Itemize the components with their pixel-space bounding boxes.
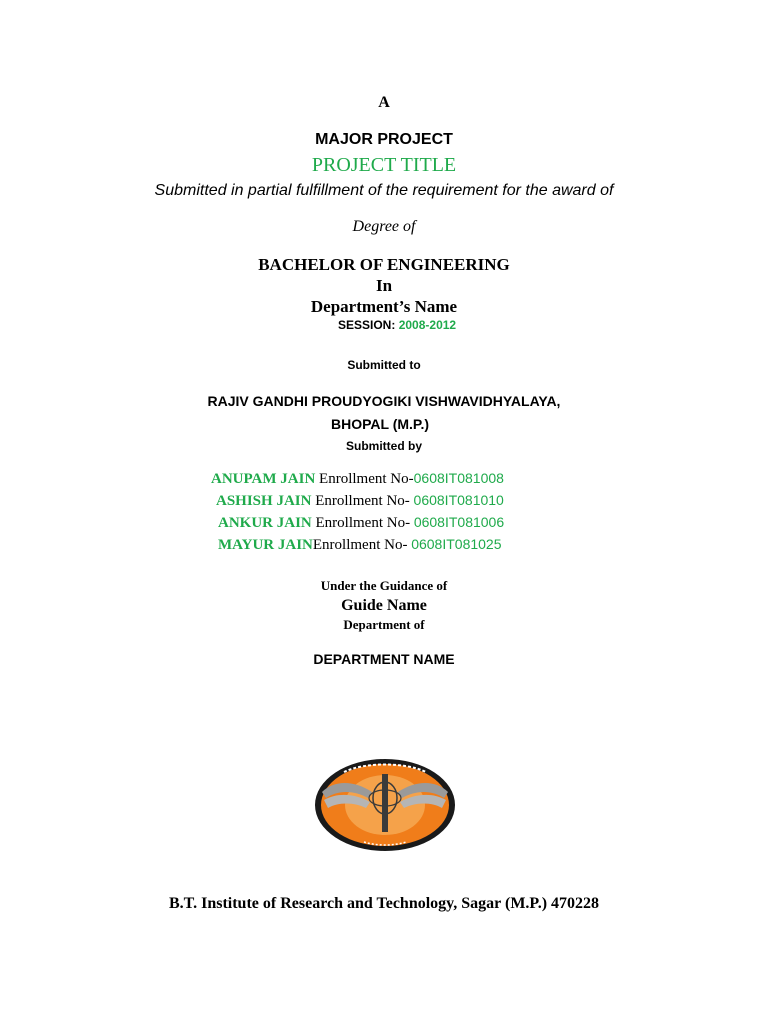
submission-statement: Submitted in partial fulfillment of the requirement for the award of bbox=[154, 182, 614, 199]
enrollment-label: Enrollment No- bbox=[319, 471, 414, 487]
department-name: DEPARTMENT NAME bbox=[313, 651, 455, 667]
student-name: ASHISH JAIN bbox=[216, 493, 312, 509]
student-name: ANKUR JAIN bbox=[218, 515, 312, 531]
guidance-label: Under the Guidance of bbox=[320, 578, 448, 593]
enrollment-number: 0608IT081010 bbox=[413, 492, 504, 508]
submitted-by-label: Submitted by bbox=[345, 439, 422, 453]
session-years: 2008-2012 bbox=[398, 318, 457, 332]
student-row bbox=[211, 470, 504, 488]
project-title: PROJECT TITLE bbox=[311, 154, 457, 176]
enrollment-number: 0608IT081025 bbox=[411, 536, 502, 552]
department-heading: Department’s Name bbox=[310, 297, 458, 316]
guide-name: Guide Name bbox=[341, 597, 427, 614]
session-line bbox=[338, 318, 456, 332]
university-name: RAJIV GANDHI PROUDYOGIKI VISHWAVIDHYALAYA, bbox=[207, 393, 561, 409]
submitted-to-label: Submitted to bbox=[347, 358, 421, 372]
enrollment-number: 0608IT081006 bbox=[413, 514, 505, 530]
guide-department-label: Department of bbox=[343, 617, 425, 632]
student-row bbox=[218, 514, 504, 532]
student-name: ANUPAM JAIN bbox=[211, 471, 316, 487]
degree-name: BACHELOR OF ENGINEERING bbox=[258, 255, 510, 274]
enrollment-number: 0608IT081008 bbox=[413, 470, 504, 486]
student-name: MAYUR JAIN bbox=[218, 537, 313, 553]
enrollment-label: Enrollment No- bbox=[312, 537, 408, 553]
university-location: BHOPAL (M.P.) bbox=[331, 416, 430, 432]
enrollment-label: Enrollment No- bbox=[315, 493, 410, 509]
degree-of-label: Degree of bbox=[352, 218, 416, 235]
session-label: SESSION: bbox=[338, 318, 396, 332]
student-row bbox=[216, 492, 504, 510]
institute-logo-icon bbox=[314, 758, 456, 852]
student-row bbox=[218, 536, 502, 554]
in-label: In bbox=[375, 276, 393, 295]
project-type-heading: MAJOR PROJECT bbox=[315, 131, 453, 148]
institute-footer: B.T. Institute of Research and Technology, Sagar (M.P.) 470228 bbox=[168, 895, 600, 912]
title-letter-a: A bbox=[378, 94, 390, 111]
enrollment-label: Enrollment No- bbox=[315, 515, 411, 531]
